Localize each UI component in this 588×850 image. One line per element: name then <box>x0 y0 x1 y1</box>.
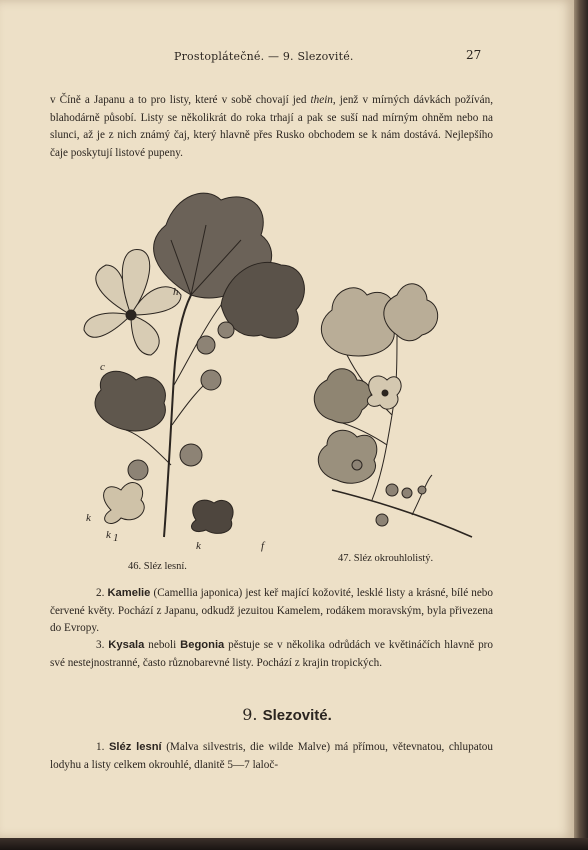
begonia-number: 3. <box>96 639 105 651</box>
intro-text-1: v Číně a Japanu a to pro listy, které v sobě chovají jed <box>50 94 311 106</box>
figure-46-label-f: f <box>261 540 265 552</box>
begonia-name-2: Begonia <box>180 639 225 651</box>
intro-text-2: , jenž v mírných dávkách požíván, blahodárně působí. Listy se několikrát do roka trhají a pak se suší nad mírným ohněm nebo na slunci, až je z nich známý čaj, který hlavně přes Rusko obchodem se k nám dostává. Nejlepšího čaje poskytují listové pupeny. <box>50 94 493 159</box>
page-bottom-shadow <box>0 838 588 850</box>
slez-name: Sléz lesní <box>108 741 162 753</box>
figure-47-caption: 47. Sléz okrouhlolistý. <box>338 553 434 564</box>
kamelie-number: 2. <box>96 587 105 599</box>
paragraph-kamelie <box>50 585 493 638</box>
intro-paragraph <box>50 92 493 162</box>
kamelie-text: (Camellia japonica) jest keř mající kožovité, lesklé listy a krásné, bílé nebo červené květy. Pochází z Japanu, odkudž jezuitou Kamelem, rodákem moravským, byla přivezena do Evropy. <box>50 587 493 635</box>
running-header: Prostoplátečné. — 9. Slezovité. <box>174 50 354 63</box>
begonia-mid: neboli <box>144 639 181 651</box>
figure-46-label-k: k <box>86 512 91 524</box>
figure-46-label-c: c <box>100 361 105 373</box>
intro-text-thein: thein <box>310 94 333 106</box>
page-edge <box>574 0 588 850</box>
section-title: Slezovité. <box>262 707 332 724</box>
begonia-text: pěstuje se v několika odrůdách ve květináčích hlavně pro své nestejnostranné, často různobarevné listy. Pochází z krajin tropických. <box>50 639 493 669</box>
figure-46-caption: 46. Sléz lesní. <box>128 561 187 572</box>
paragraph-begonia <box>50 637 493 672</box>
figure-46-label-k1: k <box>106 529 111 541</box>
figure-46-label-h: h <box>173 286 179 298</box>
section-heading <box>0 705 574 724</box>
kamelie-name: Kamelie <box>107 587 151 599</box>
slez-number: 1. <box>96 741 105 753</box>
paragraph-slez <box>50 739 493 774</box>
begonia-name-1: Kysala <box>108 639 145 651</box>
figure-46-label-k1-sub: 1 <box>113 532 119 544</box>
section-number: 9. <box>242 705 258 724</box>
figure-47-illustration <box>302 275 492 545</box>
figure-46-label-k2: k <box>196 540 201 552</box>
slez-text: (Malva silvestris, die wilde Malve) má přímou, větevnatou, chlupatou lodyhu a listy celkem okrouhlé, dlanitě 5—7 laloč- <box>50 741 493 771</box>
figure-46-illustration <box>56 185 316 555</box>
page-number: 27 <box>466 48 482 62</box>
